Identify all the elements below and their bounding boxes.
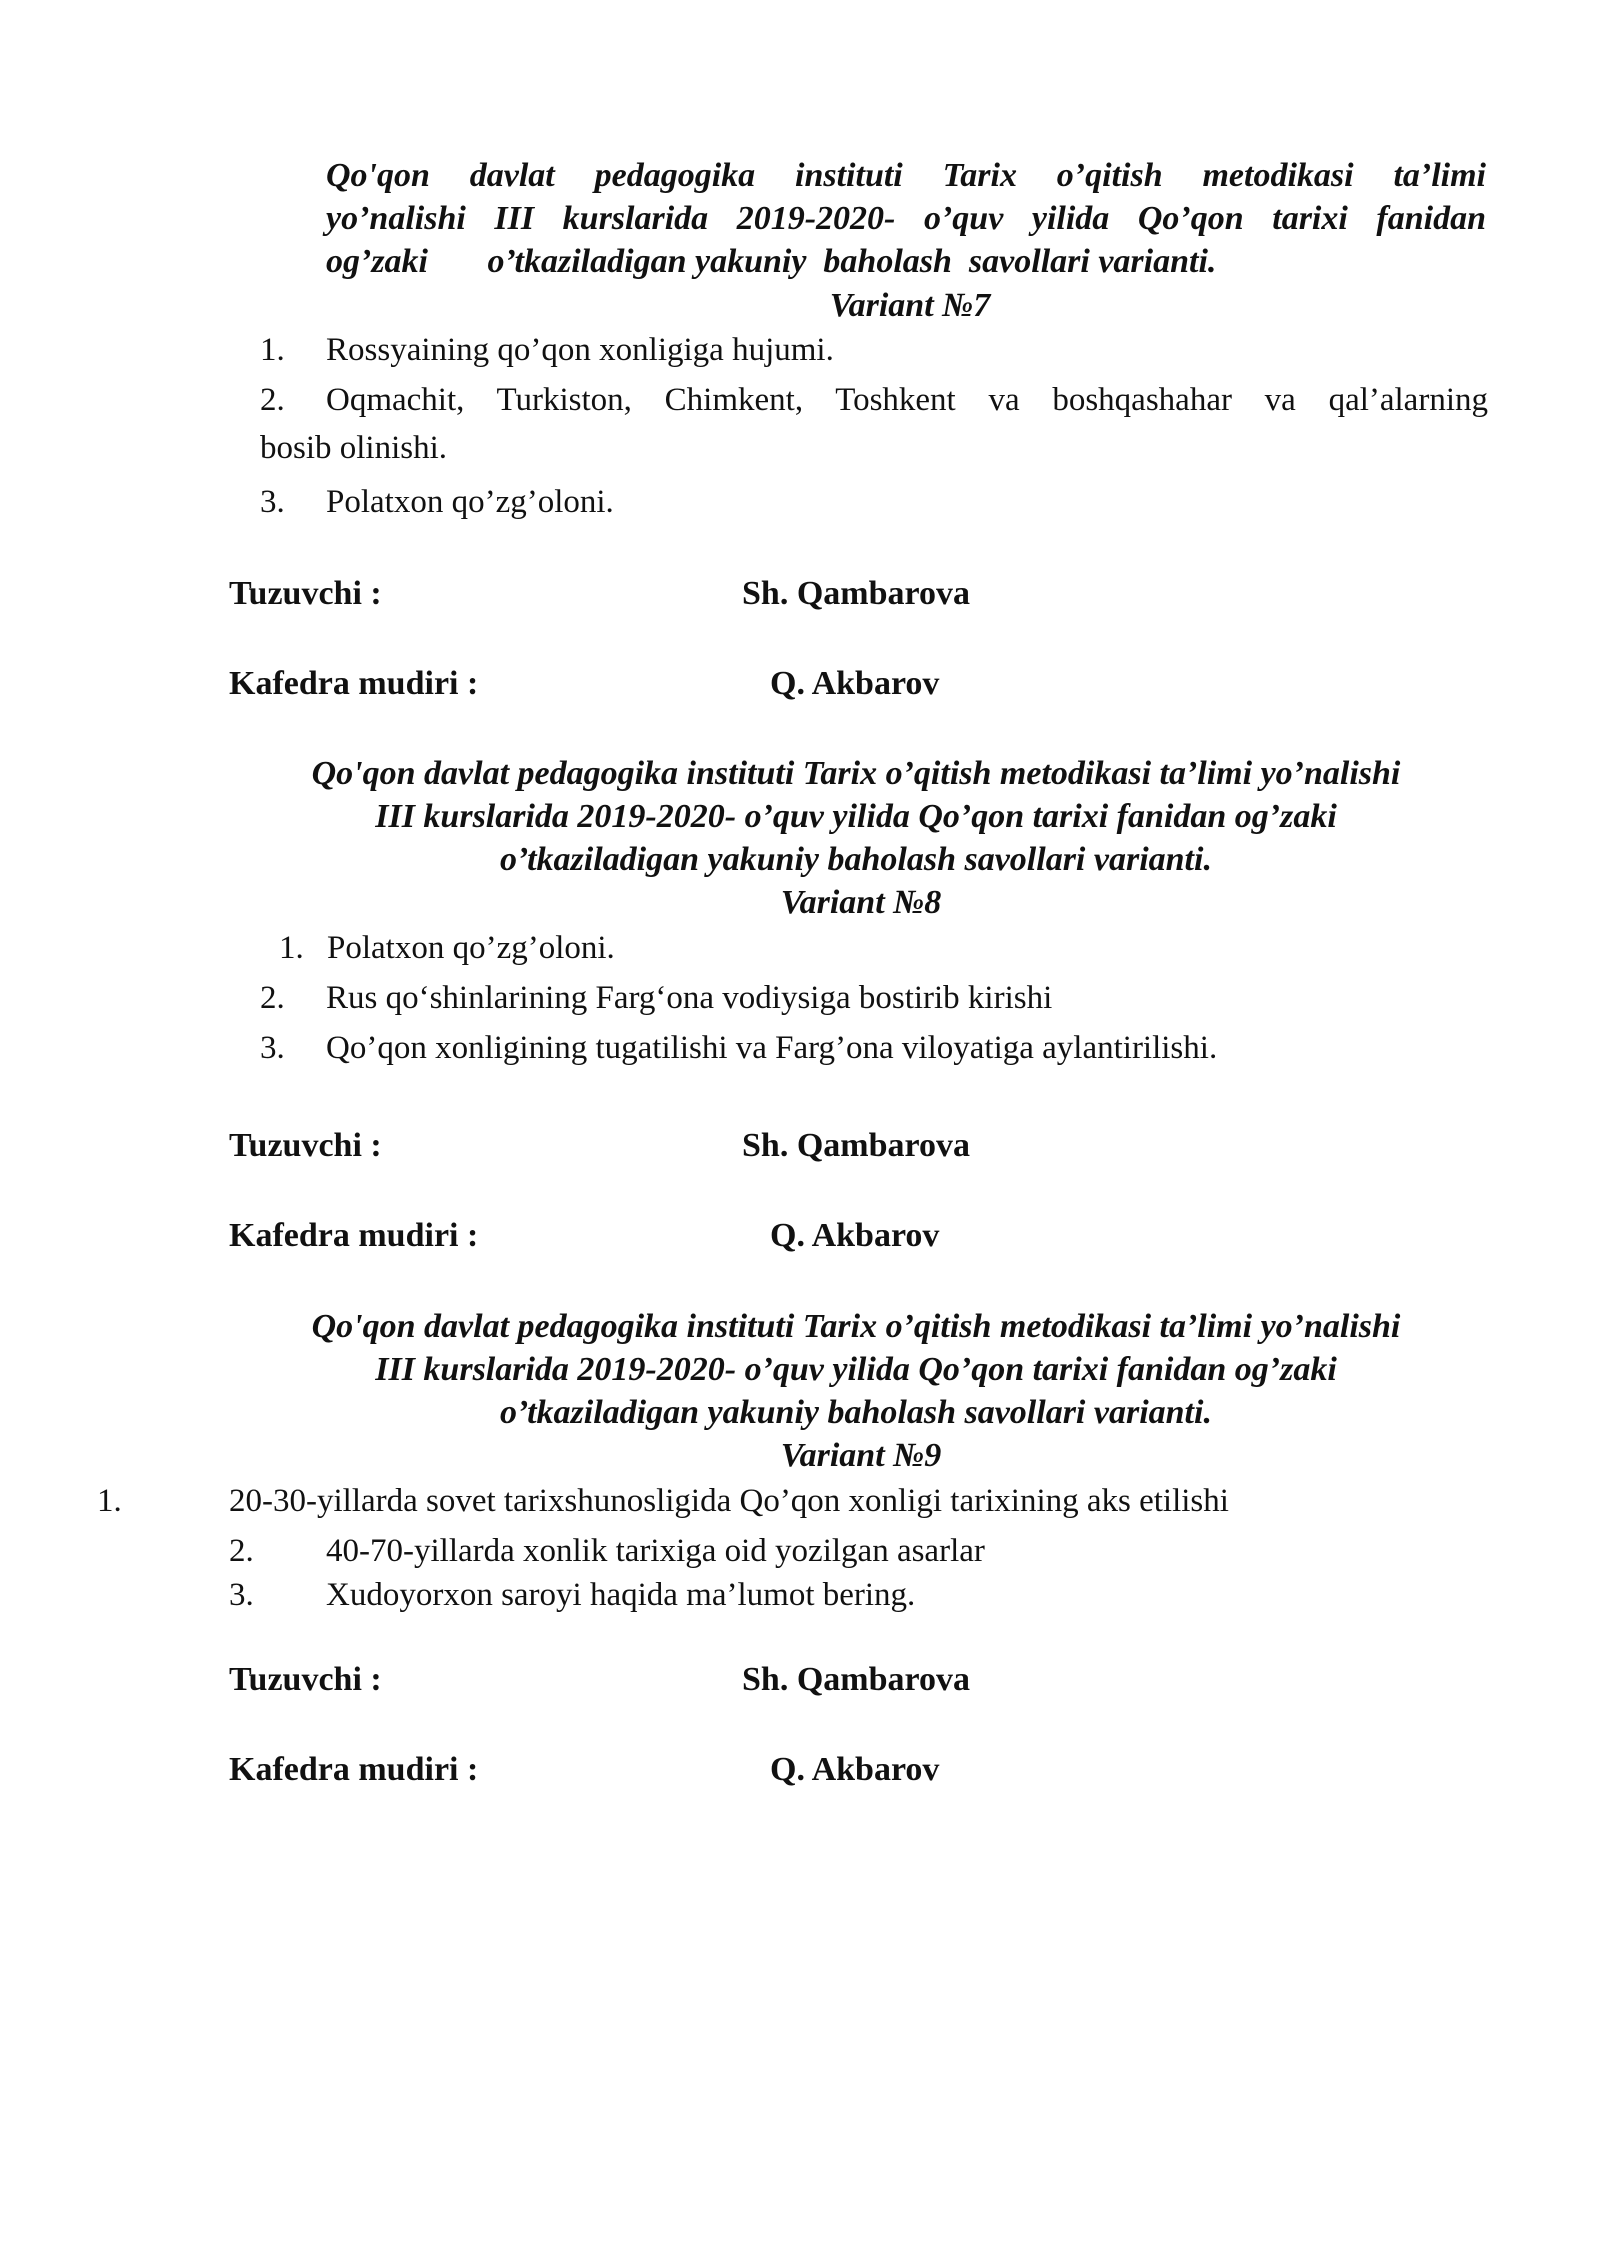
- question-text-continuation: bosib olinishi.: [260, 430, 448, 466]
- variant-7-head-label: Kafedra mudiri :: [229, 665, 479, 702]
- variant-7-compiler-name: Sh. Qambarova: [742, 575, 970, 612]
- question-number: 2.: [260, 980, 285, 1016]
- variant-9-header-line-1: Qo'qon davlat pedagogika instituti Tarix o’qitish metodikasi ta’limi yo’nalishi: [311, 1308, 1401, 1345]
- variant-7-header-line-3: og’zaki o’tkaziladigan yakuniy baholash savollari varianti.: [326, 243, 1217, 280]
- variant-8-header-line-3: o’tkaziladigan yakuniy baholash savollari varianti.: [500, 841, 1212, 878]
- question-number: 3.: [260, 1030, 285, 1066]
- variant-9-compiler-name: Sh. Qambarova: [742, 1661, 970, 1698]
- variant-8-compiler-label: Tuzuvchi :: [229, 1127, 382, 1164]
- variant-9-head-label: Kafedra mudiri :: [229, 1751, 479, 1788]
- question-number: 1.: [260, 332, 285, 368]
- variant-7-head-name: Q. Akbarov: [770, 665, 940, 702]
- variant-7-compiler-label: Tuzuvchi :: [229, 575, 382, 612]
- question-number: 3.: [229, 1577, 254, 1613]
- question-number: 2.: [260, 382, 285, 418]
- question-text: Xudoyorxon saroyi haqida ma’lumot bering.: [326, 1577, 916, 1613]
- variant-8-header-line-2: III kurslarida 2019-2020- o’quv yilida Qo’qon tarixi fanidan og’zaki: [375, 798, 1337, 835]
- variant-8-header-line-1: Qo'qon davlat pedagogika instituti Tarix o’qitish metodikasi ta’limi yo’nalishi: [311, 755, 1401, 792]
- question-number: 2.: [229, 1533, 254, 1569]
- question-text: Qo’qon xonligining tugatilishi va Farg’ona viloyatiga aylantirilishi.: [326, 1030, 1218, 1066]
- question-text: Oqmachit, Turkiston, Chimkent, Toshkent va boshqashahar va qal’alarning: [326, 382, 1488, 418]
- variant-8-head-label: Kafedra mudiri :: [229, 1217, 479, 1254]
- variant-9-header-line-3: o’tkaziladigan yakuniy baholash savollari varianti.: [500, 1394, 1212, 1431]
- variant-7-header-line-1: Qo'qon davlat pedagogika instituti Tarix o’qitish metodikasi ta’limi: [326, 157, 1486, 194]
- variant-8-label: Variant №8: [780, 884, 942, 921]
- variant-8-head-name: Q. Akbarov: [770, 1217, 940, 1254]
- question-text: Polatxon qo’zg’oloni.: [327, 930, 615, 966]
- question-text: 40-70-yillarda xonlik tarixiga oid yozilgan asarlar: [326, 1533, 985, 1569]
- variant-8-compiler-name: Sh. Qambarova: [742, 1127, 970, 1164]
- question-number: 1.: [279, 930, 304, 966]
- question-number: 3.: [260, 484, 285, 520]
- question-number: 1.: [97, 1483, 122, 1519]
- question-text: Polatxon qo’zg’oloni.: [326, 484, 614, 520]
- variant-9-head-name: Q. Akbarov: [770, 1751, 940, 1788]
- variant-9-compiler-label: Tuzuvchi :: [229, 1661, 382, 1698]
- variant-9-header-line-2: III kurslarida 2019-2020- o’quv yilida Qo’qon tarixi fanidan og’zaki: [375, 1351, 1337, 1388]
- question-text: 20-30-yillarda sovet tarixshunosligida Qo’qon xonligi tarixining aks etilishi: [229, 1483, 1229, 1519]
- variant-7-header-line-2: yo’nalishi III kurslarida 2019-2020- o’quv yilida Qo’qon tarixi fanidan: [326, 200, 1486, 237]
- question-text: Rossyaining qo’qon xonligiga hujumi.: [326, 332, 834, 368]
- variant-7-label: Variant №7: [829, 287, 991, 324]
- question-text: Rus qo‘shinlarining Farg‘ona vodiysiga bostirib kirishi: [326, 980, 1053, 1016]
- variant-9-label: Variant №9: [780, 1437, 942, 1474]
